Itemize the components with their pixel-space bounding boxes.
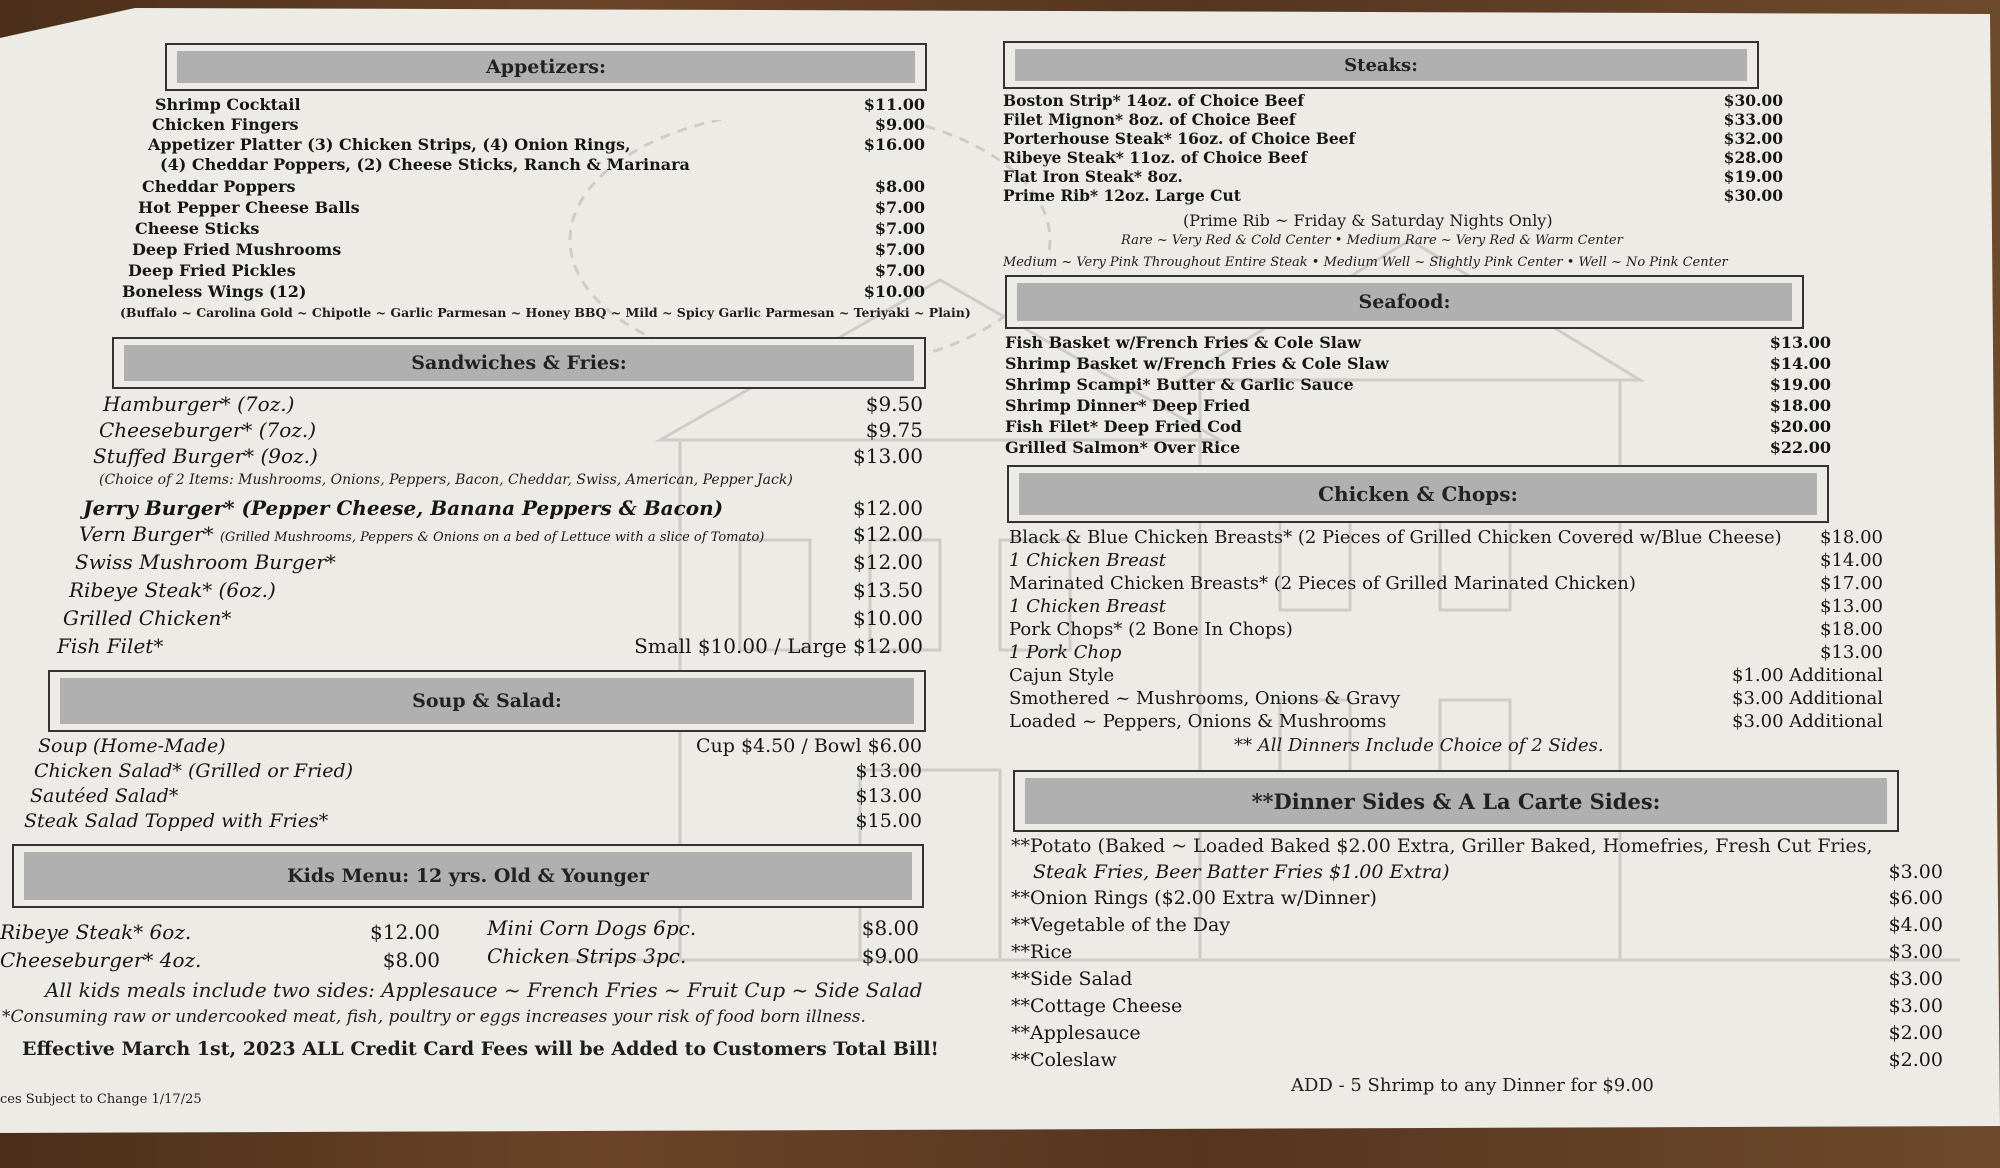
list-item: Cajun Style $1.00 Additional: [1009, 665, 1883, 686]
chicken-header: [1007, 465, 1829, 523]
list-item: 1 Pork Chop $13.00: [1009, 642, 1883, 663]
list-item: Boneless Wings (12) $10.00: [122, 282, 925, 301]
list-item: Shrimp Basket w/French Fries & Cole Slaw $14.00: [1005, 354, 1831, 373]
appetizers-title: Appetizers:: [177, 51, 915, 83]
steak-temp-line-2: Medium ~ Very Pink Throughout Entire Steak • Medium Well ~ Slightly Pink Center • Well ~ No Pink Center: [1003, 255, 1728, 270]
list-item: Swiss Mushroom Burger* $12.00: [75, 550, 923, 574]
list-item: Soup (Home-Made) Cup $4.50 / Bowl $6.00: [38, 735, 922, 757]
price-change-note: ces Subject to Change 1/17/25: [0, 1092, 202, 1107]
soup-title: Soup & Salad:: [60, 678, 914, 724]
list-item: Prime Rib* 12oz. Large Cut $30.00: [1003, 186, 1783, 205]
list-item: Stuffed Burger* (9oz.) $13.00: [93, 444, 923, 468]
list-item: Shrimp Dinner* Deep Fried $18.00: [1005, 396, 1831, 415]
list-item: Vern Burger* (Grilled Mushrooms, Peppers & Onions on a bed of Lettuce with a slice of Tomato) $12.00: [79, 522, 923, 546]
seafood-title: Seafood:: [1017, 283, 1792, 321]
list-item: Grilled Salmon* Over Rice $22.00: [1005, 438, 1831, 457]
raw-food-warning: *Consuming raw or undercooked meat, fish, poultry or eggs increases your risk of food born illness.: [2, 1007, 866, 1027]
list-item: Ribeye Steak* 11oz. of Choice Beef $28.00: [1003, 148, 1783, 167]
list-item: Flat Iron Steak* 8oz. $19.00: [1003, 167, 1783, 186]
kids-title: Kids Menu: 12 yrs. Old & Younger: [24, 852, 912, 900]
list-item: Grilled Chicken* $10.00: [63, 606, 923, 630]
list-item: Cheddar Poppers $8.00: [142, 177, 925, 196]
list-item: Shrimp Cocktail $11.00: [155, 95, 925, 114]
prime-rib-note: (Prime Rib ~ Friday & Saturday Nights Only): [1183, 211, 1553, 230]
list-item: **Onion Rings ($2.00 Extra w/Dinner) $6.00: [1011, 887, 1943, 909]
list-item: Mini Corn Dogs 6pc. $8.00: [487, 916, 919, 940]
list-item: Deep Fried Mushrooms $7.00: [132, 240, 925, 259]
potato-line-1: **Potato (Baked ~ Loaded Baked $2.00 Extra, Griller Baked, Homefries, Fresh Cut Fries,: [1011, 835, 1873, 857]
list-item: Filet Mignon* 8oz. of Choice Beef $33.00: [1003, 110, 1783, 129]
list-item: Steak Salad Topped with Fries* $15.00: [24, 810, 922, 832]
list-item: 1 Chicken Breast $13.00: [1009, 596, 1883, 617]
list-item: Shrimp Scampi* Butter & Garlic Sauce $19.00: [1005, 375, 1831, 394]
steaks-header: [1003, 41, 1759, 89]
steak-temp-line-1: Rare ~ Very Red & Cold Center • Medium Rare ~ Very Red & Warm Center: [1121, 233, 1623, 248]
sandwiches-title: Sandwiches & Fries:: [124, 345, 914, 381]
list-item: Chicken Strips 3pc. $9.00: [487, 944, 919, 968]
soup-header: [48, 670, 926, 732]
appetizers-header: [165, 43, 927, 91]
dinner-sides-note: ** All Dinners Include Choice of 2 Sides.: [1234, 735, 1604, 756]
sides-title: **Dinner Sides & A La Carte Sides:: [1025, 778, 1887, 824]
credit-card-notice: Effective March 1st, 2023 ALL Credit Card Fees will be Added to Customers Total Bill!: [22, 1038, 939, 1060]
list-item: Hamburger* (7oz.) $9.50: [103, 392, 923, 416]
list-item: Loaded ~ Peppers, Onions & Mushrooms $3.00 Additional: [1009, 711, 1883, 732]
list-item: Cheese Sticks $7.00: [135, 219, 925, 238]
right-menu-panel: [995, 35, 1995, 1125]
list-item: Smothered ~ Mushrooms, Onions & Gravy $3.00 Additional: [1009, 688, 1883, 709]
list-item: Fish Basket w/French Fries & Cole Slaw $13.00: [1005, 333, 1831, 352]
list-item: Ribeye Steak* (6oz.) $13.50: [69, 578, 923, 602]
list-item: Marinated Chicken Breasts* (2 Pieces of Grilled Marinated Chicken) $17.00: [1009, 573, 1883, 594]
list-item: Sautéed Salad* $13.00: [30, 785, 922, 807]
kids-header: [12, 844, 924, 908]
burger-choice-note: (Choice of 2 Items: Mushrooms, Onions, Peppers, Bacon, Cheddar, Swiss, American, Pepper Jack): [99, 472, 793, 488]
wing-flavors-note: (Buffalo ~ Carolina Gold ~ Chipotle ~ Garlic Parmesan ~ Honey BBQ ~ Mild ~ Spicy Garlic Parmesan ~ Teriyaki ~ Plain): [120, 305, 971, 320]
list-item: Boston Strip* 14oz. of Choice Beef $30.00: [1003, 91, 1783, 110]
steaks-title: Steaks:: [1015, 49, 1747, 81]
list-item: **Vegetable of the Day $4.00: [1011, 914, 1943, 936]
list-item: **Coleslaw $2.00: [1011, 1049, 1943, 1071]
list-item: Jerry Burger* (Pepper Cheese, Banana Peppers & Bacon) $12.00: [83, 496, 923, 520]
list-item: Fish Filet* Small $10.00 / Large $12.00: [57, 634, 923, 658]
list-item: **Applesauce $2.00: [1011, 1022, 1943, 1044]
chicken-title: Chicken & Chops:: [1019, 473, 1817, 515]
list-item: Porterhouse Steak* 16oz. of Choice Beef $32.00: [1003, 129, 1783, 148]
kids-sides-note: All kids meals include two sides: Applesauce ~ French Fries ~ Fruit Cup ~ Side Salad: [45, 978, 923, 1002]
list-item: 1 Chicken Breast $14.00: [1009, 550, 1883, 571]
list-item: Fish Filet* Deep Fried Cod $20.00: [1005, 417, 1831, 436]
shrimp-add-note: ADD - 5 Shrimp to any Dinner for $9.00: [1291, 1075, 1654, 1096]
list-item: Ribeye Steak* 6oz. $12.00: [0, 920, 440, 944]
list-item: **Cottage Cheese $3.00: [1011, 995, 1943, 1017]
list-item: Black & Blue Chicken Breasts* (2 Pieces of Grilled Chicken Covered w/Blue Cheese) $18.00: [1009, 527, 1883, 548]
sides-header: [1013, 770, 1899, 832]
list-item: (4) Cheddar Poppers, (2) Cheese Sticks, Ranch & Marinara: [160, 155, 690, 174]
list-item: Cheeseburger* (7oz.) $9.75: [99, 418, 923, 442]
list-item: Steak Fries, Beer Batter Fries $1.00 Extra) $3.00: [1033, 861, 1943, 883]
list-item: Pork Chops* (2 Bone In Chops) $18.00: [1009, 619, 1883, 640]
list-item: Cheeseburger* 4oz. $8.00: [0, 948, 440, 972]
list-item: **Side Salad $3.00: [1011, 968, 1943, 990]
list-item: Deep Fried Pickles $7.00: [128, 261, 925, 280]
list-item: Chicken Salad* (Grilled or Fried) $13.00: [34, 760, 922, 782]
list-item: Chicken Fingers $9.00: [152, 115, 925, 134]
seafood-header: [1005, 275, 1804, 329]
list-item: **Rice $3.00: [1011, 941, 1943, 963]
list-item: Hot Pepper Cheese Balls $7.00: [138, 198, 925, 217]
list-item: Appetizer Platter (3) Chicken Strips, (4) Onion Rings, $16.00: [148, 135, 925, 154]
sandwiches-header: [112, 337, 926, 389]
left-menu-panel: [0, 40, 971, 1130]
